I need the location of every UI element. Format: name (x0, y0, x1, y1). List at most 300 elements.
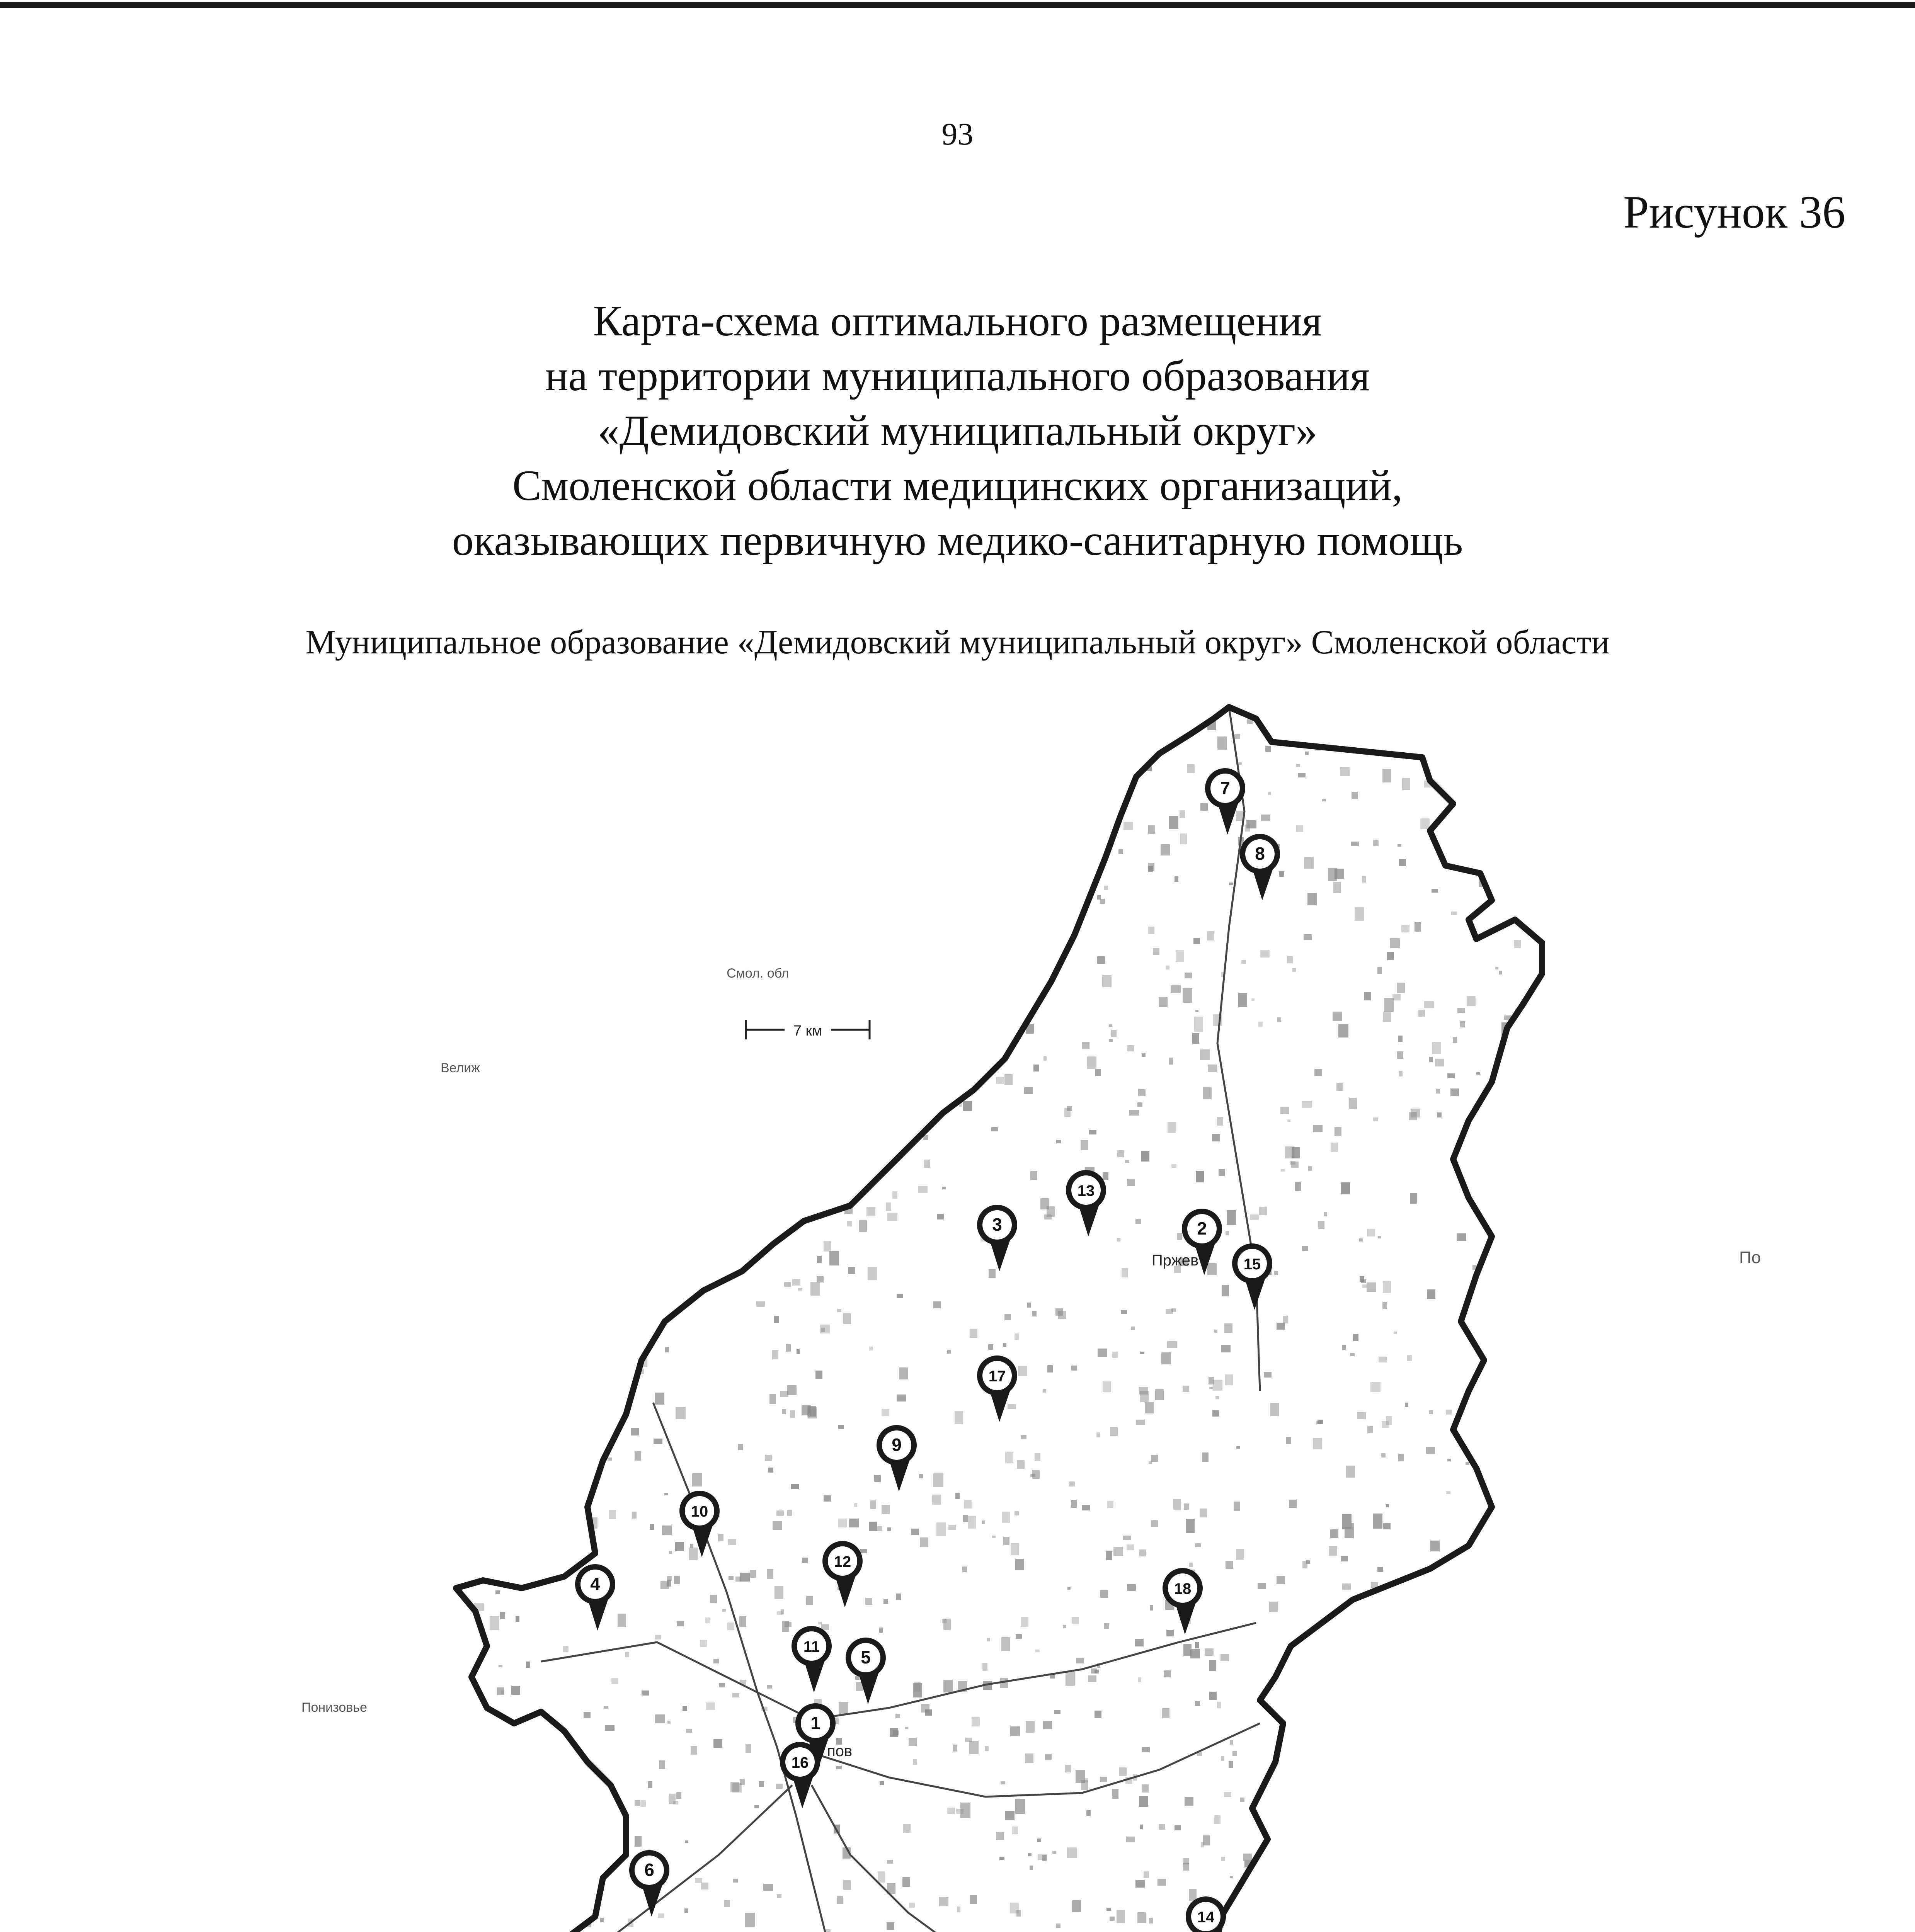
speckle-mark (853, 957, 860, 961)
speckle-mark (921, 742, 927, 745)
title-line: «Демидовский муниципальный округ» (597, 407, 1318, 455)
speckle-mark (1087, 1056, 1096, 1069)
speckle-mark (1513, 1156, 1519, 1162)
facility-marker[interactable] (780, 1742, 820, 1808)
speckle-mark (984, 1048, 988, 1050)
speckle-mark (1083, 834, 1088, 838)
speckle-mark (1144, 1871, 1149, 1878)
speckle-mark (838, 1425, 844, 1429)
speckle-mark (982, 1663, 987, 1671)
speckle-mark (1151, 1520, 1158, 1527)
speckle-mark (499, 1665, 502, 1667)
speckle-mark (1217, 736, 1227, 750)
speckle-mark (703, 1114, 708, 1120)
speckle-mark (910, 832, 915, 837)
speckle-mark (1184, 1503, 1189, 1510)
speckle-mark (651, 1319, 656, 1323)
speckle-mark (1291, 1162, 1299, 1168)
speckle-mark (526, 1662, 530, 1668)
speckle-mark (1100, 1777, 1107, 1782)
marker-number: 7 (1220, 778, 1230, 798)
speckle-mark (1472, 1699, 1481, 1713)
speckle-mark (572, 1413, 581, 1423)
speckle-mark (1504, 1248, 1511, 1253)
speckle-mark (545, 1191, 549, 1197)
speckle-mark (1091, 1668, 1097, 1673)
speckle-mark (1003, 1343, 1006, 1347)
facility-marker[interactable] (629, 1850, 669, 1917)
speckle-mark (1517, 1394, 1522, 1401)
speckle-mark (1349, 1680, 1357, 1688)
speckle-mark (497, 1440, 503, 1446)
speckle-mark (1209, 1692, 1217, 1700)
facility-marker[interactable] (977, 1355, 1017, 1422)
speckle-mark (732, 1693, 739, 1697)
speckle-mark (1396, 1826, 1401, 1834)
speckle-mark (1277, 1017, 1281, 1022)
speckle-mark (465, 1621, 470, 1627)
speckle-mark (969, 1741, 979, 1754)
speckle-mark (1060, 871, 1069, 880)
speckle-mark (1058, 1311, 1066, 1319)
facility-marker[interactable] (977, 1205, 1017, 1271)
speckle-mark (631, 1428, 639, 1435)
speckle-mark (638, 1021, 642, 1025)
speckle-mark (1415, 922, 1421, 932)
speckle-mark (1341, 1885, 1350, 1898)
speckle-mark (1420, 818, 1430, 829)
speckle-mark (507, 828, 511, 832)
speckle-mark (1373, 1514, 1382, 1529)
speckle-mark (837, 1896, 843, 1904)
facility-marker[interactable] (846, 1638, 886, 1704)
speckle-mark (1230, 1740, 1233, 1745)
speckle-mark (1511, 1491, 1514, 1494)
facility-marker[interactable] (1186, 1896, 1226, 1932)
speckle-mark (943, 1680, 953, 1692)
speckle-mark (1149, 1918, 1153, 1923)
speckle-mark (899, 1367, 908, 1379)
speckle-mark (703, 978, 706, 982)
speckle-mark (778, 1058, 786, 1068)
speckle-mark (660, 951, 668, 957)
speckle-mark (496, 1095, 500, 1099)
speckle-mark (882, 1505, 890, 1514)
speckle-mark (577, 997, 582, 1002)
speckle-mark (1307, 893, 1317, 905)
speckle-mark (643, 1310, 648, 1315)
speckle-mark (1499, 971, 1502, 975)
speckle-mark (836, 1766, 842, 1769)
speckle-mark (895, 1714, 900, 1718)
scale-bar (746, 1020, 870, 1039)
facility-marker[interactable] (1066, 1170, 1106, 1236)
speckle-mark (1281, 1169, 1285, 1172)
speckle-mark (854, 1503, 857, 1507)
speckle-mark (1088, 1675, 1096, 1682)
speckle-mark (784, 1282, 791, 1287)
speckle-mark (1357, 1412, 1366, 1419)
speckle-mark (1457, 1706, 1465, 1718)
speckle-mark (1052, 721, 1057, 724)
speckle-mark (515, 1323, 520, 1328)
speckle-mark (1508, 1893, 1516, 1898)
speckle-mark (1135, 1219, 1141, 1224)
speckle-mark (715, 787, 719, 793)
speckle-mark (947, 1808, 955, 1814)
speckle-mark (1450, 1088, 1459, 1096)
speckle-mark (839, 1702, 848, 1715)
speckle-mark (1054, 1710, 1060, 1714)
speckle-mark (1433, 1876, 1441, 1882)
speckle-mark (691, 1746, 697, 1755)
speckle-mark (851, 831, 856, 839)
speckle-mark (1447, 1073, 1455, 1078)
speckle-mark (1446, 1641, 1455, 1652)
speckle-mark (1342, 1583, 1351, 1590)
speckle-mark (773, 728, 780, 738)
speckle-mark (1281, 1811, 1285, 1815)
speckle-mark (1224, 1927, 1233, 1932)
speckle-mark (676, 1792, 681, 1799)
speckle-mark (489, 1563, 498, 1574)
speckle-mark (778, 988, 786, 995)
speckle-mark (520, 1570, 525, 1573)
speckle-mark (754, 1805, 759, 1808)
speckle-mark (1135, 1639, 1144, 1646)
speckle-mark (816, 972, 821, 977)
speckle-mark (1148, 825, 1155, 834)
speckle-mark (1342, 1345, 1346, 1350)
speckle-mark (1189, 1563, 1193, 1567)
speckle-mark (908, 757, 914, 765)
speckle-mark (1226, 1561, 1233, 1569)
facility-marker[interactable] (575, 1564, 615, 1631)
speckle-mark (1104, 886, 1108, 890)
speckle-mark (1107, 1501, 1113, 1508)
speckle-mark (1277, 1323, 1285, 1330)
speckle-mark (1298, 773, 1306, 777)
speckle-mark (869, 1347, 873, 1350)
speckle-mark (962, 1566, 967, 1572)
speckle-mark (1118, 849, 1123, 854)
speckle-mark (1001, 1637, 1010, 1651)
facility-marker[interactable] (792, 1626, 832, 1692)
speckle-mark (624, 1286, 628, 1291)
speckle-mark (468, 1800, 476, 1812)
marker-number: 2 (1197, 1218, 1207, 1238)
speckle-mark (790, 1410, 795, 1418)
speckle-mark (1221, 1756, 1224, 1761)
speckle-mark (629, 925, 638, 935)
speckle-mark (1477, 1293, 1481, 1296)
speckle-mark (1545, 1490, 1555, 1502)
speckle-mark (1493, 1117, 1496, 1121)
speckle-mark (1284, 1791, 1290, 1796)
speckle-mark (1324, 1212, 1327, 1216)
speckle-mark (1510, 1808, 1519, 1820)
speckle-mark (1314, 1069, 1322, 1076)
speckle-mark (1103, 1172, 1108, 1180)
speckle-mark (568, 1036, 578, 1045)
marker-number: 5 (861, 1647, 871, 1667)
speckle-mark (1330, 1529, 1338, 1538)
speckle-mark (1169, 1058, 1173, 1065)
speckle-mark (776, 1510, 784, 1516)
speckle-mark (763, 1068, 769, 1076)
speckle-mark (987, 1638, 990, 1641)
speckle-mark (1103, 1381, 1111, 1392)
speckle-mark (574, 1105, 582, 1116)
speckle-mark (1433, 1855, 1439, 1862)
speckle-mark (1482, 1642, 1486, 1646)
speckle-mark (818, 1622, 822, 1624)
speckle-mark (706, 1702, 715, 1710)
speckle-mark (744, 1156, 750, 1162)
speckle-mark (600, 1918, 604, 1922)
speckle-mark (958, 828, 967, 839)
speckle-mark (1195, 1010, 1198, 1012)
speckle-mark (1397, 1051, 1403, 1059)
speckle-mark (935, 906, 944, 911)
speckle-mark (1155, 1389, 1164, 1400)
speckle-mark (1002, 1512, 1010, 1523)
speckle-mark (1045, 1754, 1052, 1760)
speckle-mark (1052, 1851, 1056, 1854)
speckle-mark (919, 1474, 923, 1478)
speckle-mark (988, 1344, 993, 1350)
speckle-mark (551, 1437, 556, 1444)
speckle-mark (1533, 1358, 1540, 1368)
speckle-mark (1052, 887, 1058, 891)
speckle-mark (497, 1806, 502, 1810)
speckle-mark (1460, 1868, 1469, 1878)
speckle-mark (1097, 895, 1101, 900)
speckle-mark (1411, 1109, 1420, 1117)
speckle-mark (763, 965, 771, 976)
speckle-mark (1450, 1843, 1454, 1846)
speckle-mark (1297, 1800, 1306, 1808)
speckle-mark (482, 749, 490, 762)
speckle-mark (727, 940, 734, 950)
speckle-mark (1376, 1855, 1386, 1867)
speckle-mark (963, 1515, 968, 1522)
speckle-mark (810, 1141, 814, 1146)
speckle-mark (1514, 940, 1521, 948)
speckle-mark (550, 1350, 554, 1353)
speckle-mark (511, 997, 516, 1001)
speckle-mark (1035, 1453, 1040, 1461)
speckle-mark (817, 1256, 822, 1263)
speckle-mark (612, 1327, 618, 1335)
facility-marker[interactable] (822, 1541, 863, 1607)
speckle-mark (1336, 1625, 1339, 1629)
speckle-mark (1150, 1605, 1153, 1611)
speckle-mark (705, 1617, 710, 1623)
speckle-mark (575, 1782, 579, 1786)
speckle-mark (602, 841, 610, 850)
speckle-mark (782, 1621, 789, 1632)
speckle-mark (1265, 746, 1271, 752)
speckle-mark (491, 1834, 499, 1844)
speckle-mark (1040, 902, 1049, 910)
speckle-mark (1027, 1303, 1031, 1308)
speckle-mark (647, 1214, 651, 1218)
speckle-mark (503, 1930, 509, 1932)
speckle-mark (1109, 1039, 1113, 1042)
speckle-mark (650, 1524, 654, 1530)
speckle-mark (1234, 1502, 1240, 1511)
speckle-mark (1382, 1421, 1389, 1428)
speckle-mark (486, 1046, 492, 1056)
speckle-mark (1224, 1323, 1232, 1333)
speckle-mark (1123, 822, 1133, 830)
speckle-mark (1100, 1590, 1108, 1598)
place-label-po: По (1739, 1248, 1761, 1267)
speckle-mark (493, 805, 501, 815)
speckle-mark (497, 1687, 504, 1695)
facility-marker[interactable] (877, 1425, 917, 1492)
speckle-mark (606, 1419, 614, 1430)
speckle-mark (660, 1581, 669, 1589)
speckle-mark (580, 1778, 588, 1788)
speckle-mark (1503, 1524, 1509, 1530)
speckle-mark (1214, 1815, 1220, 1824)
speckle-mark (1377, 967, 1382, 974)
speckle-mark (534, 1200, 540, 1208)
speckle-mark (1455, 782, 1461, 788)
speckle-mark (1153, 948, 1159, 955)
speckle-mark (772, 1350, 778, 1359)
speckle-mark (910, 728, 914, 732)
speckle-mark (1381, 1453, 1386, 1458)
speckle-mark (887, 1213, 897, 1221)
speckle-mark (1122, 1268, 1128, 1277)
speckle-mark (1338, 1747, 1344, 1755)
speckle-mark (1526, 1207, 1530, 1211)
speckle-mark (675, 1542, 684, 1551)
speckle-mark (1207, 1263, 1217, 1275)
speckle-mark (1364, 992, 1371, 1000)
speckle-mark (970, 1895, 977, 1904)
speckle-mark (869, 1522, 877, 1531)
speckle-mark (619, 816, 624, 821)
speckle-mark (824, 1495, 831, 1502)
facility-marker[interactable] (1240, 834, 1280, 900)
speckle-mark (722, 1609, 726, 1612)
speckle-mark (756, 776, 765, 785)
speckle-mark (718, 1534, 723, 1541)
speckle-mark (520, 1333, 525, 1341)
speckle-mark (1038, 946, 1046, 954)
speckle-mark (1379, 1357, 1387, 1362)
speckle-mark (589, 1340, 592, 1342)
speckle-mark (1322, 799, 1326, 801)
speckle-mark (892, 1191, 897, 1199)
speckle-mark (1195, 1642, 1199, 1648)
speckle-mark (883, 1599, 888, 1604)
place-label-velizh: Велиж (441, 1061, 480, 1075)
speckle-mark (560, 1258, 565, 1263)
speckle-mark (496, 1902, 502, 1910)
speckle-mark (1081, 1140, 1088, 1150)
speckle-mark (940, 739, 950, 748)
speckle-mark (1033, 1065, 1039, 1071)
speckle-mark (1217, 1702, 1221, 1708)
speckle-mark (1287, 1119, 1290, 1122)
speckle-mark (1117, 1238, 1120, 1242)
speckle-mark (689, 1548, 698, 1560)
speckle-mark (1302, 1246, 1308, 1251)
speckle-mark (729, 1576, 734, 1580)
speckle-mark (614, 903, 621, 914)
speckle-mark (1429, 1057, 1433, 1062)
speckle-mark (1015, 1559, 1024, 1570)
speckle-mark (832, 1018, 840, 1023)
page-number: 93 (941, 116, 974, 151)
facility-marker[interactable] (679, 1491, 720, 1557)
speckle-mark (1440, 1710, 1450, 1720)
speckle-mark (1280, 1107, 1289, 1114)
speckle-mark (504, 1166, 511, 1174)
speckle-mark (877, 1526, 882, 1531)
speckle-mark (848, 1267, 855, 1274)
speckle-mark (497, 1369, 501, 1376)
speckle-mark (909, 1036, 915, 1043)
speckle-mark (1137, 1912, 1146, 1923)
speckle-mark (765, 1455, 772, 1461)
speckle-mark (1341, 1182, 1350, 1194)
speckle-mark (632, 1512, 637, 1519)
speckle-mark (606, 1165, 616, 1176)
speckle-mark (516, 1616, 519, 1622)
speckle-mark (674, 1576, 680, 1584)
facility-marker[interactable] (1232, 1243, 1272, 1310)
speckle-mark (655, 1714, 665, 1723)
speckle-mark (868, 922, 877, 929)
speckle-mark (809, 898, 815, 904)
speckle-mark (1176, 950, 1184, 962)
speckle-mark (1335, 869, 1344, 879)
speckle-mark (1026, 808, 1035, 814)
facility-marker[interactable] (1163, 1568, 1203, 1634)
facility-marker[interactable] (1205, 768, 1245, 835)
speckle-mark (827, 840, 834, 850)
speckle-mark (1159, 1824, 1165, 1830)
road-line (541, 1623, 1256, 1719)
speckle-mark (1465, 765, 1469, 770)
title-line: оказывающих первичную медико-санитарную помощь (452, 517, 1463, 565)
speckle-mark (1303, 1731, 1312, 1747)
speckle-mark (473, 984, 478, 990)
speckle-mark (1402, 778, 1410, 790)
speckle-mark (608, 1458, 612, 1461)
speckle-mark (1270, 1403, 1279, 1416)
marker-layer (575, 768, 1280, 1932)
speckle-mark (534, 1782, 542, 1789)
speckle-mark (529, 851, 534, 858)
speckle-mark (476, 1716, 479, 1719)
speckle-mark (765, 771, 774, 778)
speckle-mark (580, 743, 584, 747)
speckle-mark (1183, 1863, 1189, 1871)
speckle-mark (576, 1778, 582, 1783)
speckle-mark (1464, 750, 1472, 760)
speckle-mark (1373, 840, 1379, 846)
speckle-mark (1043, 1056, 1047, 1061)
speckle-mark (574, 1026, 583, 1036)
speckle-mark (1092, 817, 1100, 828)
